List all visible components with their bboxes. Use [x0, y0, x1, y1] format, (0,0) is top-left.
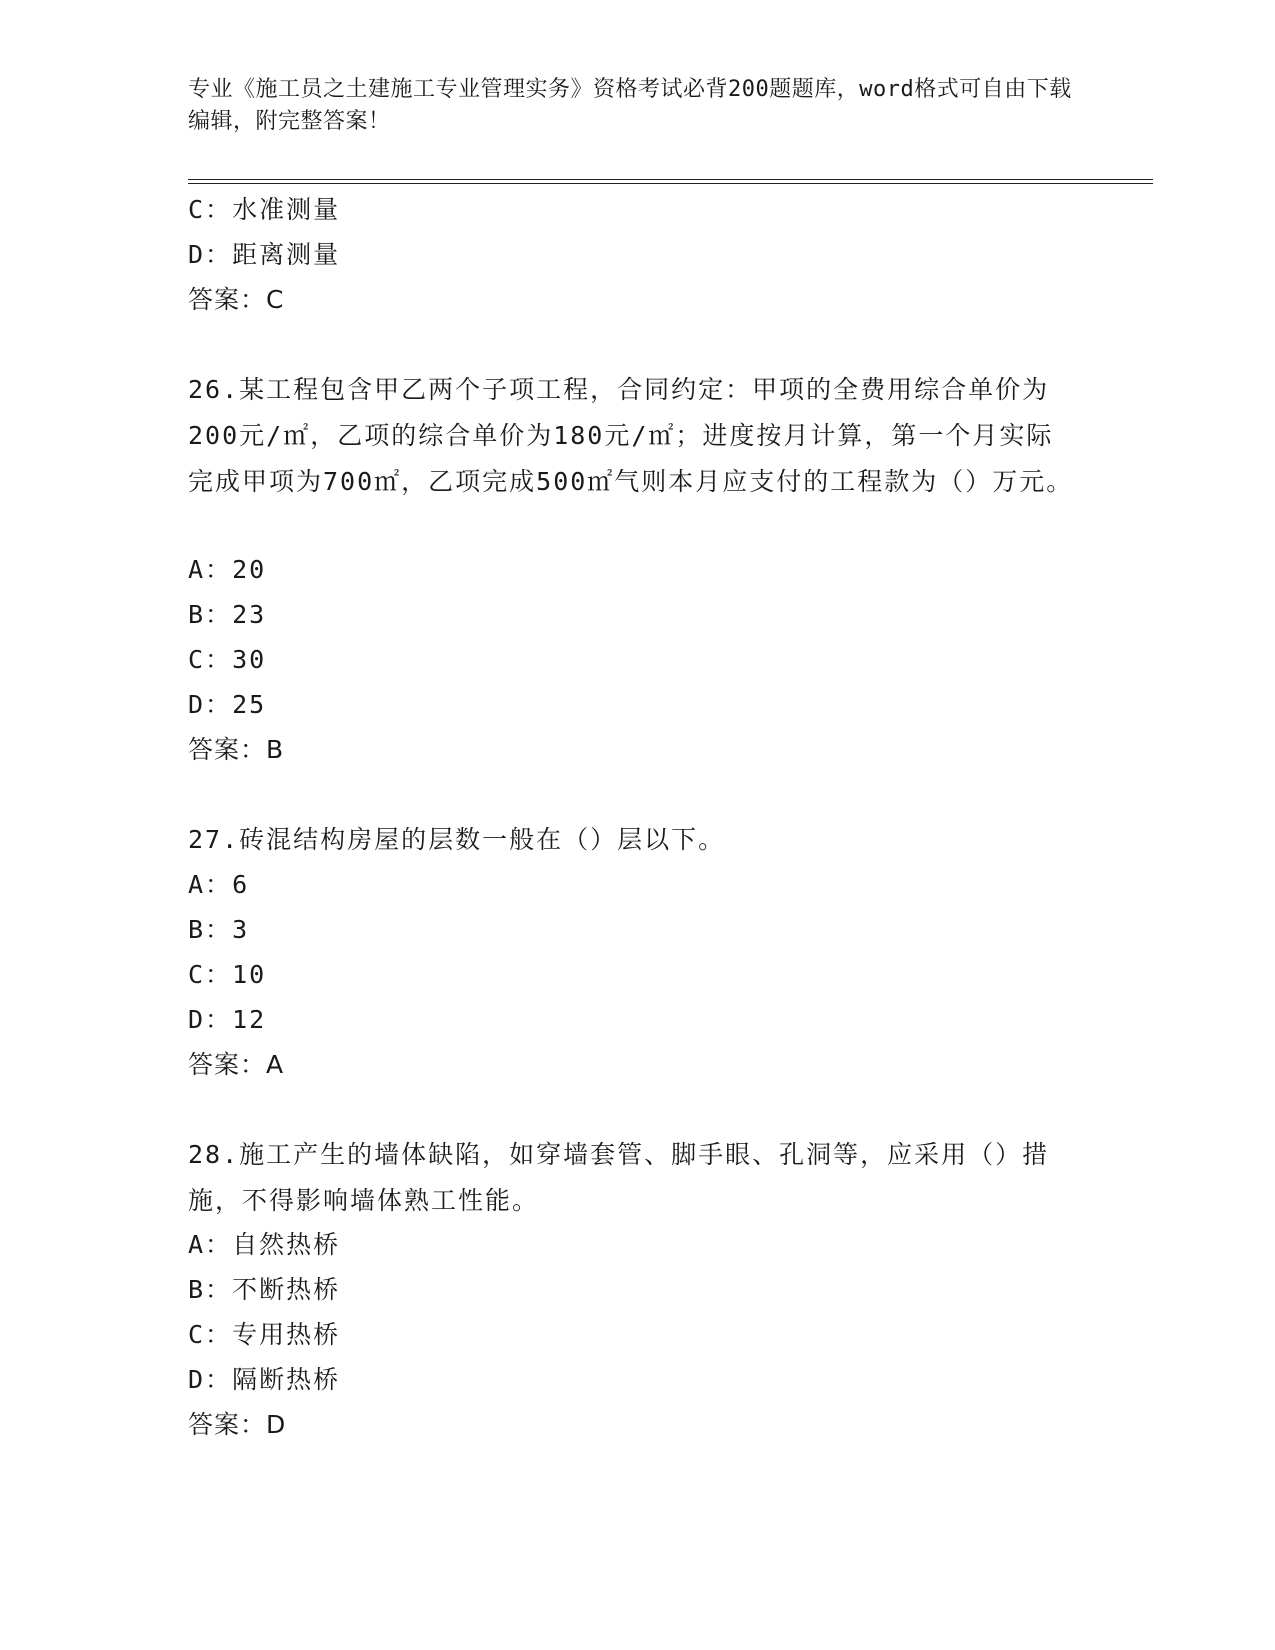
question-27-stem: 27.砖混结构房屋的层数一般在（）层以下。	[188, 825, 726, 854]
option-c: C：水准测量	[188, 195, 341, 224]
option-d: D：12	[188, 1005, 267, 1034]
option-c: C：专用热桥	[188, 1320, 341, 1349]
option-d: D：25	[188, 690, 267, 719]
option-a: A：自然热桥	[188, 1230, 341, 1259]
option-d: D：隔断热桥	[188, 1365, 341, 1394]
option-b: B：3	[188, 915, 250, 944]
option-b: B：不断热桥	[188, 1275, 341, 1304]
document-header: 专业《施工员之土建施工专业管理实务》资格考试必背200题题库，word格式可自由下载编辑，附完整答案！	[188, 77, 1072, 134]
question-28-stem: 28.施工产生的墙体缺陷，如穿墙套管、脚手眼、孔洞等，应采用（）措施，不得影响墙体熟工性能。	[188, 1140, 1050, 1215]
answer: 答案：C	[188, 285, 285, 314]
option-c: C：10	[188, 960, 267, 989]
option-b: B：23	[188, 600, 267, 629]
answer: 答案：D	[188, 1410, 287, 1439]
option-c: C：30	[188, 645, 267, 674]
option-a: A：6	[188, 870, 250, 899]
answer: 答案：B	[188, 735, 285, 764]
header-rule-top	[188, 179, 1153, 180]
question-26-stem: 26.某工程包含甲乙两个子项工程，合同约定：甲项的全费用综合单价为200元/㎡，乙项的综合单价为180元/㎡；进度按月计算，第一个月实际完成甲项为700㎡，乙项完成500㎡气则本月应支付的工程款为（）万元。	[188, 375, 1074, 496]
option-d: D：距离测量	[188, 240, 341, 269]
answer: 答案：A	[188, 1050, 285, 1079]
header-rule-bottom	[188, 183, 1153, 184]
option-a: A：20	[188, 555, 267, 584]
